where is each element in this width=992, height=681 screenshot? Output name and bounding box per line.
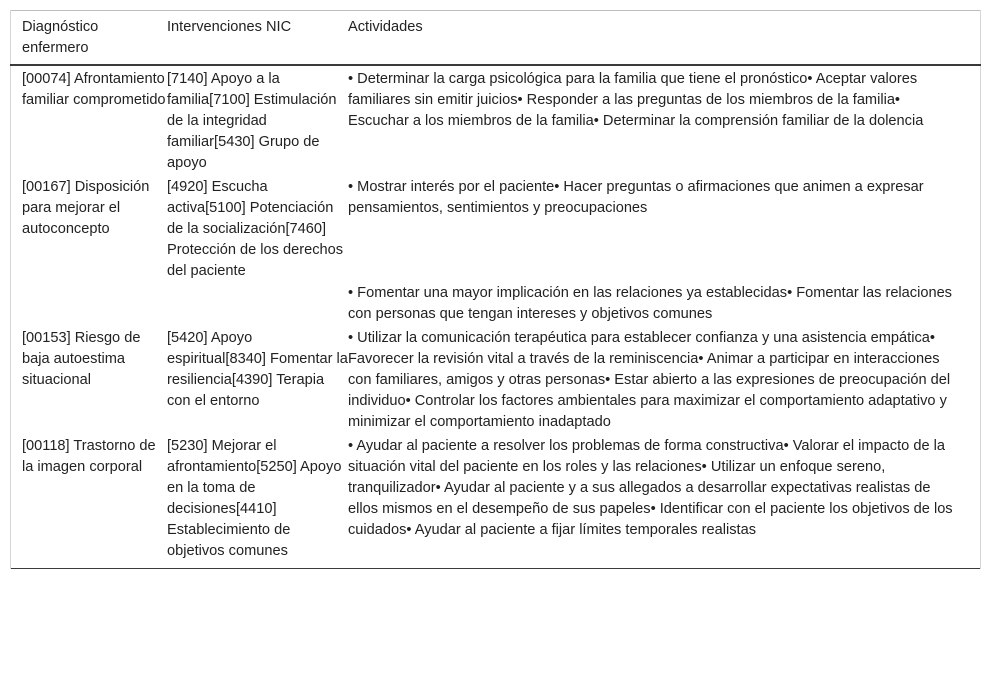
- cell-diagnostico: [00118] Trastorno de la imagen corporal: [11, 434, 168, 569]
- cell-intervenciones: [5230] Mejorar el afrontamiento[5250] Apoyo en la toma de decisiones[4410] Establecimiento de objetivos comunes: [167, 438, 342, 559]
- cell-diagnostico: [00153] Riesgo de baja autoestima situacional: [11, 326, 168, 434]
- cell-diagnostico: [00167] Disposición para mejorar el autoconcepto: [11, 175, 168, 283]
- cell-actividades: • Fomentar una mayor implicación en las relaciones ya establecidas• Fomentar las relaciones con personas que tengan intereses y objetivos comunes: [348, 283, 981, 326]
- nursing-care-table-container: [10, 10, 981, 569]
- cell-intervenciones: [167, 283, 348, 326]
- table-row: [11, 434, 981, 569]
- cell-diagnostico: [00074] Afrontamiento familiar comprometido: [11, 65, 168, 175]
- header-row: [11, 11, 981, 66]
- cell-intervenciones: [4920] Escucha activa[5100] Potenciación de la socialización[7460] Protección de los derechos del paciente: [167, 179, 344, 279]
- cell-actividades: • Mostrar interés por el paciente• Hacer preguntas o afirmaciones que animen a expresar pensamientos, sentimientos y preocupaciones: [348, 175, 981, 283]
- cell-actividades: • Ayudar al paciente a resolver los problemas de forma constructiva• Valorar el impacto de la situación vital del paciente en los roles y las relaciones• Utilizar un enfoque sereno, tranquilizador• Ayudar al paciente y a sus allegados a desarrollar expectativas realistas de ellos mismos en el desempeño de sus papeles• Identificar con el paciente los objetivos de los cuidados• Ayudar al paciente a fijar límites temporales realistas: [348, 434, 981, 569]
- cell-intervenciones: [7140] Apoyo a la familia[7100] Estimulación de la integridad familiar[5430] Grupo de apoyo: [167, 71, 337, 171]
- header-intervenciones: Intervenciones NIC: [167, 19, 292, 35]
- table-row: [11, 175, 981, 283]
- table-header: [11, 11, 981, 66]
- cell-diagnostico: [11, 283, 168, 326]
- header-actividades: Actividades: [348, 11, 981, 66]
- header-diagnostico: Diagnóstico enfermero: [11, 11, 168, 66]
- cell-actividades: • Determinar la carga psicológica para la familia que tiene el pronóstico• Aceptar valores familiares sin emitir juicios• Responder a las preguntas de los miembros de la familia• Escuchar a los miembros de la familia• Determinar la comprensión familiar de la dolencia: [348, 65, 981, 175]
- cell-intervenciones: [5420] Apoyo espiritual[8340] Fomentar la resiliencia[4390] Terapia con el entorno: [167, 330, 348, 409]
- table-row: [11, 65, 981, 175]
- table-row: [11, 283, 981, 326]
- cell-actividades: • Utilizar la comunicación terapéutica para establecer confianza y una asistencia empática• Favorecer la revisión vital a través de la reminiscencia• Animar a participar en interacciones con familiares, amigos y otras personas• Estar abierto a las expresiones de preocupación del individuo• Controlar los factores ambientales para maximizar el comportamiento adaptativo y minimizar el comportamiento inadaptado: [348, 326, 981, 434]
- nursing-care-table: [10, 10, 981, 569]
- table-body: [11, 65, 981, 569]
- table-row: [11, 326, 981, 434]
